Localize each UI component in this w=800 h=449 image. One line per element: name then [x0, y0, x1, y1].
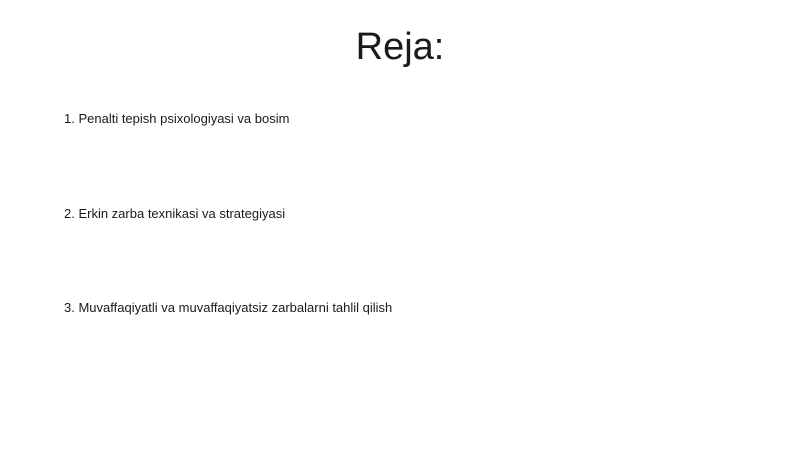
slide-title: Reja:: [355, 26, 445, 68]
plan-item-1: 1. Penalti tepish psixologiyasi va bosim: [64, 111, 290, 126]
plan-item-2: 2. Erkin zarba texnikasi va strategiyasi: [64, 206, 286, 221]
plan-item-3: 3. Muvaffaqiyatli va muvaffaqiyatsiz zarbalarni tahlil qilish: [64, 300, 393, 315]
